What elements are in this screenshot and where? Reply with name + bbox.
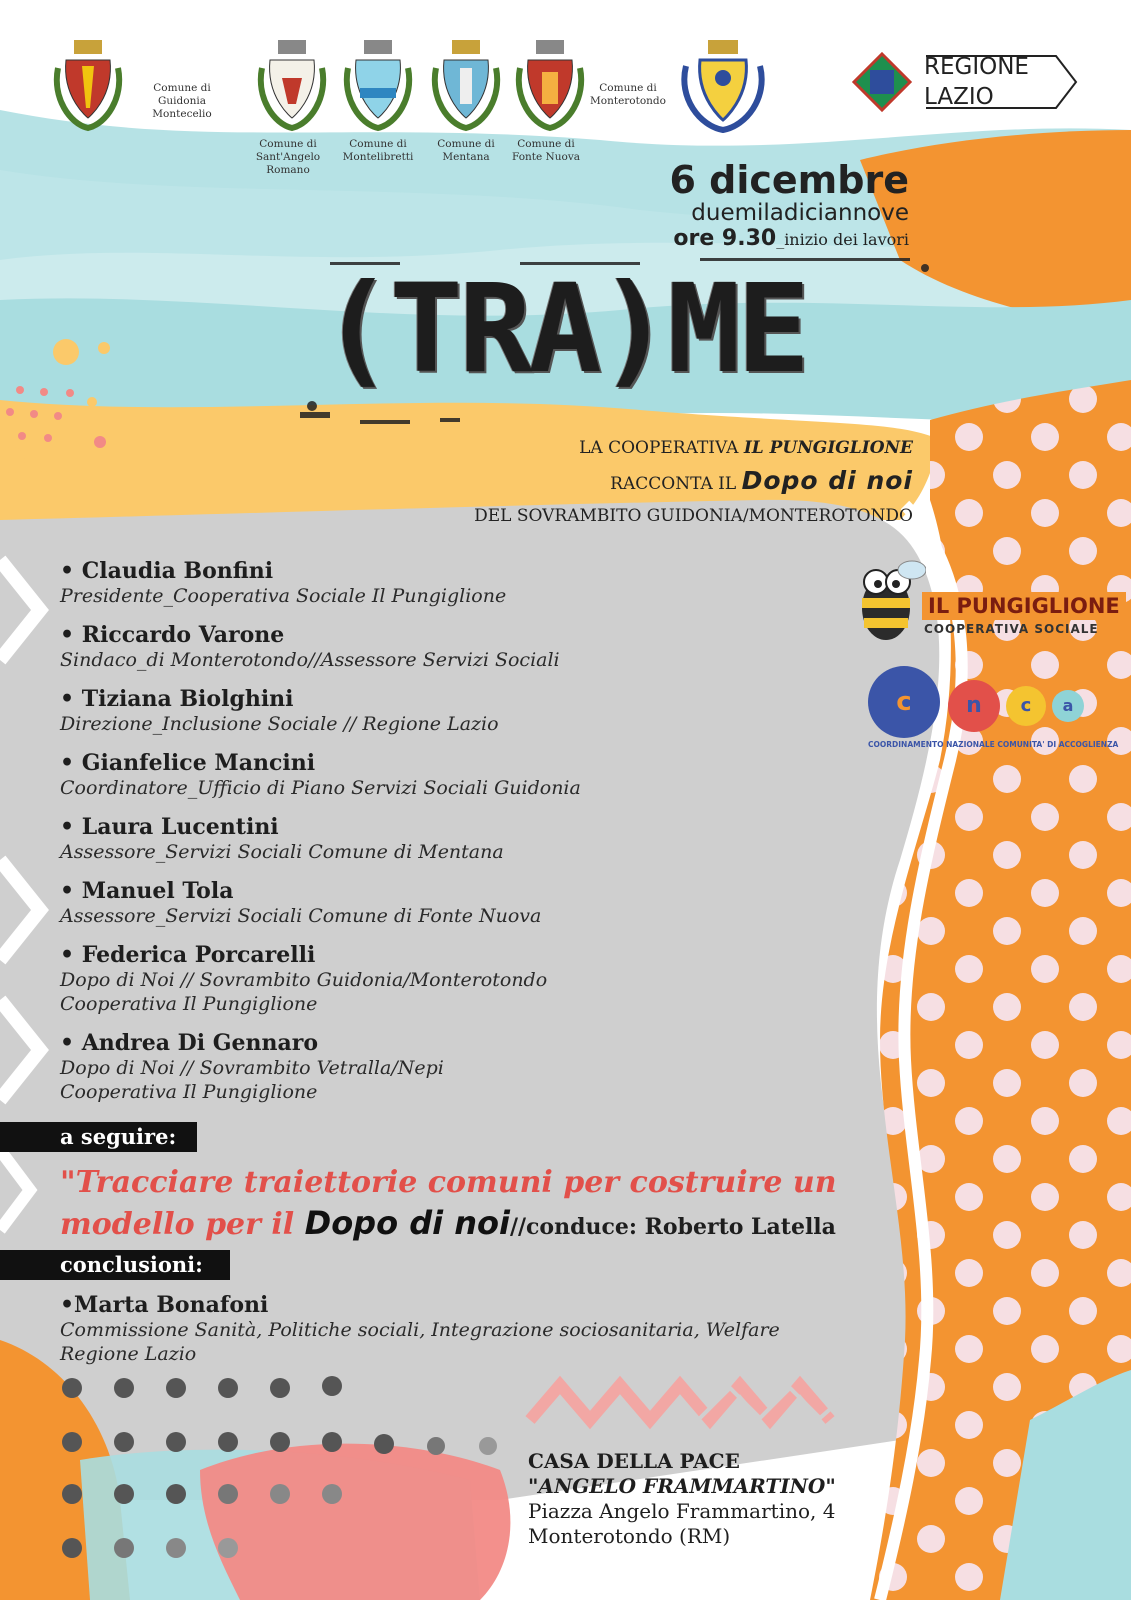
event-time	[673, 226, 909, 251]
cnca-letter: n	[948, 680, 1000, 732]
quote-line2-post: //conduce: Roberto Latella	[509, 1214, 836, 1240]
speaker-role: Cooperativa Il Pungiglione	[60, 1081, 318, 1103]
speaker-role: Assessore_Servizi Sociali Comune di Mentana	[60, 841, 504, 863]
speaker-role: Cooperativa Il Pungiglione	[60, 993, 318, 1015]
subtitle-line2-script: Dopo di noi	[741, 466, 913, 495]
municipality-label: Comune di Montelibretti	[342, 138, 414, 163]
crest-santangelo	[256, 38, 328, 138]
subtitle-line2	[610, 466, 913, 495]
municipality-label: Comune di Sant'Angelo Romano	[255, 138, 321, 176]
speaker-role: Regione Lazio	[60, 1343, 197, 1365]
regione-line2: LAZIO	[924, 84, 994, 110]
pungiglione-logo	[846, 550, 1120, 650]
speaker-name: •Marta Bonafoni	[60, 1292, 269, 1318]
quote-line2	[60, 1202, 836, 1248]
speaker-item	[60, 814, 820, 864]
subtitle-line1-bold: IL PUNGIGLIONE	[743, 438, 913, 458]
quote-line2-pre: modello per il	[60, 1207, 305, 1242]
pungiglione-name: IL PUNGIGLIONE	[922, 592, 1126, 620]
speaker-name: • Riccardo Varone	[60, 622, 285, 648]
municipality-label: Comune di Fonte Nuova	[511, 138, 581, 163]
crest-mentana	[430, 38, 502, 138]
speaker-name: • Manuel Tola	[60, 878, 234, 904]
speaker-role: Dopo di Noi // Sovrambito Guidonia/Monterotondo	[60, 969, 548, 991]
event-year: duemiladiciannove	[691, 200, 909, 226]
event-day: 6 dicembre	[669, 158, 909, 202]
quote-line1: "Tracciare traiettorie comuni per costruire un	[60, 1165, 837, 1200]
venue	[528, 1449, 836, 1549]
cnca-letter: a	[1052, 690, 1084, 722]
speaker-role: Direzione_Inclusione Sociale // Regione Lazio	[60, 713, 499, 735]
municipality-label: Comune di Monterotondo	[590, 82, 666, 107]
speaker-role: Coordinatore_Ufficio di Piano Servizi Sociali Guidonia	[60, 777, 581, 799]
event-title: (TRA)ME	[320, 258, 807, 400]
regione-lazio-logo	[852, 52, 1092, 116]
municipality-label: Comune di Mentana	[437, 138, 495, 163]
speaker-item	[60, 558, 820, 608]
venue-city: Monterotondo (RM)	[528, 1524, 731, 1548]
bee-icon	[846, 550, 926, 650]
speaker-role: Assessore_Servizi Sociali Comune di Fonte Nuova	[60, 905, 542, 927]
venue-line1: CASA DELLA PACE	[528, 1449, 740, 1473]
regione-line1: REGIONE	[924, 54, 1029, 80]
speaker-name: • Gianfelice Mancini	[60, 750, 316, 776]
speaker-name: • Federica Porcarelli	[60, 942, 316, 968]
speaker-item	[60, 750, 820, 800]
venue-address: Piazza Angelo Frammartino, 4	[528, 1499, 836, 1523]
cnca-logo	[866, 664, 1119, 754]
following-banner: a seguire:	[0, 1122, 197, 1152]
speaker-name: • Tiziana Biolghini	[60, 686, 294, 712]
pungiglione-sub: COOPERATIVA SOCIALE	[924, 622, 1099, 636]
subtitle-line1	[579, 438, 913, 458]
crest-montelibretti	[342, 38, 414, 138]
event-time-suffix: _inizio dei lavori	[776, 230, 909, 249]
quote-line2-script: Dopo di noi	[304, 1204, 510, 1242]
cnca-caption: COORDINAMENTO NAZIONALE COMUNITA' DI ACCOGLIENZA	[868, 740, 1119, 749]
conclusions-banner: conclusioni:	[0, 1250, 230, 1280]
venue-line2: "ANGELO FRAMMARTINO"	[528, 1474, 836, 1498]
speaker-role: Dopo di Noi // Sovrambito Vetralla/Nepi	[60, 1057, 444, 1079]
cnca-letter: c	[868, 666, 940, 738]
speaker-name: • Andrea Di Gennaro	[60, 1030, 319, 1056]
conclusions-speaker	[60, 1292, 880, 1366]
speaker-role: Sindaco_di Monterotondo//Assessore Servizi Sociali	[60, 649, 560, 671]
speaker-name: • Laura Lucentini	[60, 814, 279, 840]
speaker-item	[60, 942, 820, 1016]
speaker-item	[60, 878, 820, 928]
crest-guidonia	[52, 38, 124, 138]
speaker-item	[60, 686, 820, 736]
crest-monterotondo	[678, 38, 768, 138]
event-time-value: ore 9.30	[673, 226, 777, 251]
crest-fontenuova	[514, 38, 586, 138]
subtitle-line3: DEL SOVRAMBITO GUIDONIA/MONTEROTONDO	[474, 506, 913, 526]
municipality-label: Comune di Guidonia Montecelio	[152, 82, 212, 120]
speaker-role: Commissione Sanità, Politiche sociali, Integrazione sociosanitaria, Welfare	[60, 1319, 780, 1341]
speaker-item	[60, 622, 820, 672]
subtitle-line1-pre: LA COOPERATIVA	[579, 438, 744, 458]
speaker-item	[60, 1030, 820, 1104]
speaker-name: • Claudia Bonfini	[60, 558, 274, 584]
speaker-role: Presidente_Cooperativa Sociale Il Pungiglione	[60, 585, 507, 607]
cnca-letter: c	[1006, 686, 1046, 726]
subtitle-line2-pre: RACCONTA IL	[610, 474, 742, 494]
